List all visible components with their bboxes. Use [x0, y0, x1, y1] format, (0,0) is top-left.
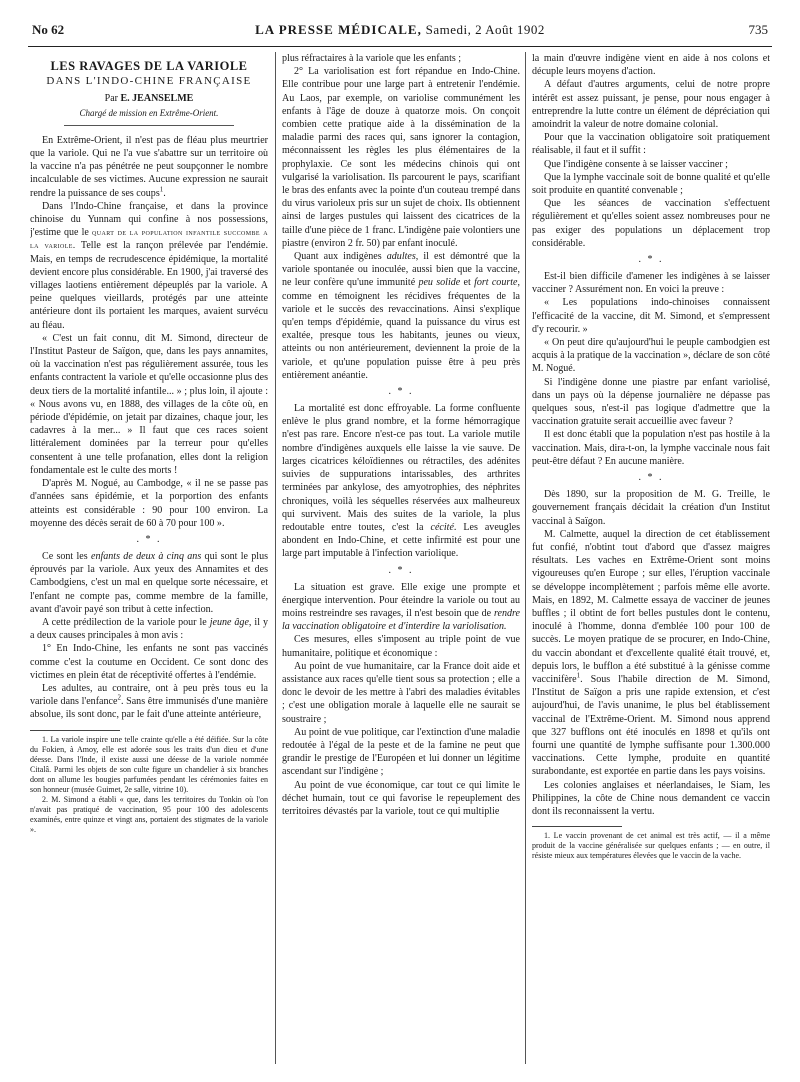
paragraph: Si l'indigène donne une piastre par enfant variolisé, dans un pays où la dépense journalière ne dépasse pas quelques sous, n'est-il pas logique d'admettre que la vaccination gratuite serait accueillie avec faveur ? [532, 376, 770, 428]
page-header [28, 20, 772, 47]
column-rule-right [525, 52, 526, 1064]
author-name: E. JEANSELME [120, 93, 194, 105]
paragraph: la main d'œuvre indigène vient en aide à nos colons et décuple leurs moyens d'action. [532, 53, 770, 78]
paragraph: Au point de vue humanitaire, car la France doit aide et assistance aux races qu'elle tient sous sa protection ; elle a donc le devoir de les mettre à l'abri des maladies évitables ; c'est une obligation morale à laquelle elle ne saurait se soustraire ; [282, 660, 520, 725]
paragraph: « Les populations indo-chinoises connaissent l'efficacité de la vaccine, dit M. Simond, et s'empressent d'y recourir. » [532, 297, 770, 335]
author-prefix: Par [104, 93, 119, 105]
paragraph: « C'est un fait connu, dit M. Simond, directeur de l'Institut Pasteur de Saïgon, que, dans les pays annamites, où la vaccination n'est pas régulièrement assurée, tous les enfants contractent la variole et qu'elle occasionne plus des deux tiers de la mortalité infantile... » ; plus loin, il ajoute : « Nous avons vu, en 1888, des villages de la côte où, en période d'épidémie, on jetait par dizaines, chaque jour, les cadavres à la mer... » Il faut que ces races soient littéralement dominées par la terreur pour qu'elles consentent à une telle profanation, elles dont la religion fondamentale est le culte des morts ! [30, 332, 268, 476]
footnote: 2. M. Simond a établi « que, dans les territoires du Tonkin où l'on n'avait pas pratiqué de vaccination, 95 pour 100 des adolescents examinés, entre quinze et vingt ans, portaient des stigmates de la variole ». [30, 795, 268, 835]
journal-name: LA PRESSE MÉDICALE, [255, 22, 422, 37]
paragraph: A défaut d'autres arguments, celui de notre propre intérêt est assez puissant, je pense, pour nous engager à entreprendre la lutte contre un élément de dépréciation qui amoindrit la valeur de notre domaine colonial. [532, 79, 770, 131]
paragraph: La situation est grave. Elle exige une prompte et énergique intervention. Pour éteindre la variole ou tout au moins restreindre ses ravages, il n'est besoin que de rendre la vaccination obligatoire et d'interdire la variolisation. [282, 581, 520, 633]
section-separator: . * . [638, 254, 664, 266]
column-2 [282, 52, 520, 1064]
article-subtitle: DANS L'INDO-CHINE FRANÇAISE [46, 75, 252, 88]
footnote: 1. Le vaccin provenant de cet animal est très actif, — il a même produit de la vaccine généralisée sur quelques enfants ; — en outre, il résiste mieux aux températures élevées que le vaccin de la vache. [532, 831, 770, 861]
paragraph: Il est donc établi que la population n'est pas hostile à la vaccination. Mais, dira-t-on, la lymphe vaccinale nous fait peut-être défaut ? En aucune manière. [532, 429, 770, 467]
paragraph: Au point de vue économique, car tout ce qui limite le déchet humain, tout ce qui favorise le repeuplement des territoires dévastés par la variole, tout ce qui multiplie [282, 779, 520, 817]
paragraph: plus réfractaires à la variole que les enfants ; [282, 53, 462, 64]
paragraph: M. Calmette, auquel la direction de cet établissement fut confié, n'obtint tout d'abord que d'assez maigres résultats. Les vaches en Extrême-Orient sont moins vigoureuses qu'en Europe ; sur elles, l'éruption vaccinale se développe incomplètement ; parfois même elle avorte. Mais, en 1892, M. Calmette essaya de vacciner de jeunes buffles ; il obtint de fort belles pustules dont le contenu, inoculé à l'homme, donna d'emblée 100 pour 100 de succès. Le moyen pratique de se procurer, en Indo-Chine, du vaccin abondant et d'excellente qualité était trouvé, et, depuis lors, le bufflon a été substitué à la génisse comme vaccinifère$^1$. Sous l'habile direction de M. Simond, l'Institut de Saïgon a pris une rapide extension, et c'est aujourd'hui, de l'avis unanime, le plus bel établissement vaccinal de l'Extrême-Orient. M. Simond nous apprend que 327 bufflons ont été inoculés en 1898 et qu'ils ont fourni une quantité de lymphe suffisante pour 1.300.000 vaccinations. Cette lymphe, produite en quantité surabondante, est exportée en partie dans les pays voisins. [532, 528, 770, 778]
journal-title [28, 22, 772, 38]
paragraph: Quant aux indigènes adultes, il est démontré que la variole spontanée ou inoculée, aussi bien que la vaccine, ne leur confère qu'une immunité peu solide et fort courte, comme en témoignent les récidives fréquentes de la variole et le succès des revaccinations. Ainsi s'explique qu'en temps d'épidémie, quand la puissance du virus est exaltée, presque tous les habitants, jeunes ou vieux, atteints ou non antérieurement, deviennent la proie de la variole, et qu'une population puisse être à peu près entièrement anéantie. [282, 251, 520, 381]
issue-date: Samedi, 2 Août 1902 [425, 22, 545, 37]
footnote: 1. La variole inspire une telle crainte qu'elle a été déifiée. Sur la côte du Fokien, à Amoy, elle est adorée sous les traits d'un dieu et d'une déesse. Dans l'Inde, il existe aussi une déesse de la variole nommée Citalâ. Parmi les objets de son culte figure un chandelier à six branches dont on allume les bougies parfumées pendant les cérémonies faites en son honneur (musée Guimet, 2e salle, vitrine 10). [30, 734, 268, 795]
footnote-rule [532, 826, 622, 827]
paragraph: Est-il bien difficile d'amener les indigènes à se laisser vacciner ? Assurément non. En voici la preuve : [532, 271, 770, 296]
article-author [30, 92, 268, 105]
article-title: LES RAVAGES DE LA VARIOLE [50, 59, 248, 73]
paragraph: D'après M. Nogué, au Cambodge, « il ne se passe pas d'années sans épidémie, et la porportion des enfants atteints est considérable : 90 pour 100 environ. La moyenne des décès serait de 60 à 70 pour 100 ». [30, 478, 268, 529]
title-rule [64, 125, 234, 126]
paragraph: Les colonies anglaises et néerlandaises, le Siam, les Philippines, la côte de Chine nous demandent ce vaccin dont ils reconnaissent la vertu. [532, 779, 770, 817]
paragraph: Ce sont les enfants de deux à cinq ans qui sont le plus éprouvés par la variole. Aux yeux des Annamites et des Cambodgiens, c'est un mal en quelque sorte nécessaire, et l'enfant ne compte pas, comme membre de la famille, avant d'avoir payé son tribut à cette infection. [30, 550, 268, 615]
paragraph: Les adultes, au contraire, ont à peu près tous eu la variole dans l'enfance$^2$. Sans être immunisés d'une manière absolue, ils sont donc, par le fait d'une atteinte antérieure, [30, 682, 268, 721]
section-separator: . * . [638, 472, 664, 484]
column-3 [532, 52, 770, 1064]
paragraph: Que la lymphe vaccinale soit de bonne qualité et qu'elle soit produite en quantité convenable ; [532, 171, 770, 197]
paragraph: Pour que la vaccination obligatoire soit pratiquement réalisable, il faut et il suffit : [532, 132, 770, 157]
paragraph: « On peut dire qu'aujourd'hui le peuple cambodgien est acquis à la pratique de la vaccination », déclare de son côté M. Nogué. [532, 337, 770, 375]
section-separator: . * . [136, 533, 162, 545]
paragraph: La mortalité est donc effroyable. La forme confluente enlève le plus grand nombre, et la forme hémorragique n'est pas rare. Encore n'est-ce pas tout. La variole mutile nombre d'indigènes auxquels elle laisse la vie sauve. De larges cicatrices kéloïdiennes ou rétractiles, des adénites suivies de suppurations intarissables, des arthrites terminées par ankylose, des amyotrophies, des néphrites chroniques, voilà les séquelles réservées aux malheureux qui survivent. Mais des suites de la variole, la plus redoutable entre toutes, c'est la cécité. Les aveugles abondent en Indo-Chine, et cette infirmité est pour une large part imputable à l'infection variolique. [282, 403, 520, 560]
paragraph: Dans l'Indo-Chine française, et dans la province chinoise du Yunnam qui confine à nos possessions, j'estime que le quart de la population infantile succombe a la variole. Telle est la rançon prélevée par l'endémie. Mais, en temps de recrudescence épidémique, la mortalité devient encore plus considérable. En 1900, j'ai traversé des villages laotiens entièrement dépeuplés par la variole. A peine quelques vieillards, protégés par une atteinte antérieure dont ils portaient les marques, avaient survécu au fléau. [30, 200, 268, 331]
paragraph: En Extrême-Orient, il n'est pas de fléau plus meurtrier que la variole. Qui ne l'a vue s'abattre sur un territoire où la vaccine n'a pas pénétrée ne peut soupçonner le nombre incalculable de ses victimes. Aucune expression ne saurait rendre la puissance de ses coups$^1$. [30, 134, 268, 199]
section-separator: . * . [388, 386, 414, 398]
footnote-rule [30, 730, 120, 731]
paragraph: A cette prédilection de la variole pour le jeune âge, il y a deux causes principales à mon avis : [30, 616, 268, 642]
paragraph: Que l'indigène consente à se laisser vacciner ; [544, 158, 728, 170]
page-number: 735 [748, 22, 768, 37]
section-separator: . * . [388, 564, 414, 576]
paragraph: Au point de vue politique, car l'extinction d'une maladie redoutée à l'égal de la peste et de la famine ne peut que grandir le prestige de l'Européen et lui donner un légitime ascendant sur l'indigène ; [282, 726, 520, 778]
paragraph: Dès 1890, sur la proposition de M. G. Treille, le gouvernement français décidait la création d'un Institut vaccinal à Saïgon. [532, 489, 770, 527]
column-rule-left [275, 52, 276, 1064]
issue-number: No 62 [32, 22, 65, 37]
paragraph: 2° La variolisation est fort répandue en Indo-Chine. Elle contribue pour une large part à entretenir l'endémie. Au Laos, par exemple, on variolise communément les enfants à l'âge de douze à quatorze mois. On conçoit combien cette pratique aide à la dissémination de la maladie parmi des races qui, sans ignorer la contagion, méconnaissent les règles les plus élémentaires de la prophylaxie. Ce sont les médecins chinois qui ont vulgarisé la variolisation. Ils parcourent le pays, scarifiant le bras des enfants avec la pointe d'un couteau trempé dans du virus varioleux pris sur un sujet de choix. Ils obtiennent ainsi de larges pustules qui laissent des cicatrices de la taille d'une pièce de 1 franc. L'indigène paie volontiers une piastre (environ 2 fr. 50) par enfant inoculé. [282, 66, 520, 249]
paragraph: 1° En Indo-Chine, les enfants ne sont pas vaccinés comme c'est la coutume en Occident. Ce sont donc des victimes en plein état de réceptivité offertes à l'endémie. [30, 643, 268, 681]
author-mission: Chargé de mission en Extrême-Orient. [79, 107, 219, 118]
column-1 [30, 52, 268, 1064]
paragraph: Ces mesures, elles s'imposent au triple point de vue humanitaire, politique et économique : [282, 634, 520, 659]
paragraph: Que les séances de vaccination s'effectuent régulièrement et qu'elles soient assez nombreuses pour ne pas exiger des populations un déplacement trop considérable. [532, 198, 770, 249]
